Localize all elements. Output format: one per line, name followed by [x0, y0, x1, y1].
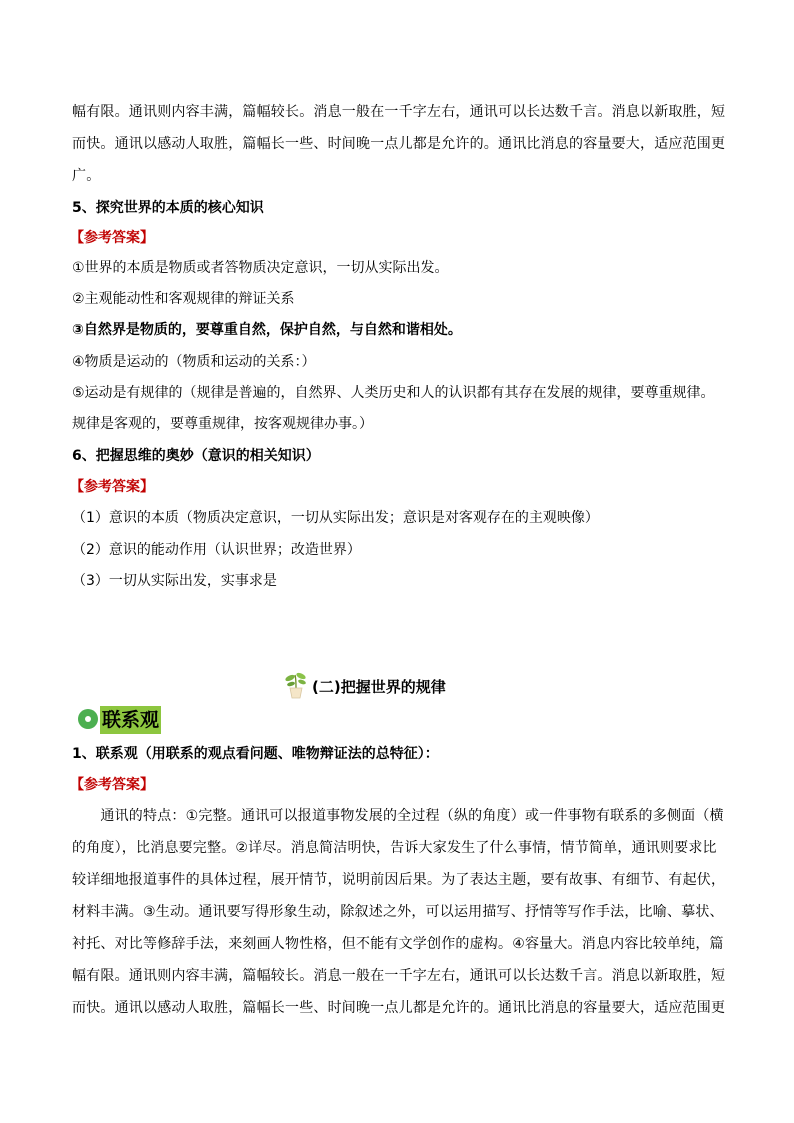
paragraph-line: 广。	[72, 168, 101, 184]
paragraph-line: 衬托、对比等修辞手法，来刻画人物性格，但不能有文学创作的虚构。④容量大。消息内容比较单纯，篇	[72, 936, 724, 952]
paragraph-line: 的角度），比消息要完整。②详尽。消息简洁明快，告诉大家发生了什么事情，情节简单，通讯则要求比	[72, 840, 717, 856]
paragraph-line: 通讯的特点：①完整。通讯可以报道事物发展的全过程（纵的角度）或一件事物有联系的多侧面（横	[72, 808, 724, 824]
answer-item: （2）意识的能动作用（认识世界；改造世界）	[72, 542, 361, 558]
answer-label: 【参考答案】	[70, 230, 154, 246]
answer-item: ⑤运动是有规律的（规律是普遍的，自然界、人类历史和人的认识都有其存在发展的规律，要尊重规律。	[72, 385, 715, 401]
paragraph-line: 幅有限。通讯则内容丰满，篇幅较长。消息一般在一千字左右，通讯可以长达数千言。消息以新取胜，短	[72, 104, 726, 120]
answer-item: ③自然界是物质的，要尊重自然，保护自然，与自然和谐相处。	[72, 322, 462, 338]
answer-item: （3）一切从实际出发，实事求是	[72, 573, 277, 589]
answer-label: 【参考答案】	[70, 777, 154, 793]
answer-item: ④物质是运动的（物质和运动的关系：）	[72, 354, 316, 370]
answer-label: 【参考答案】	[70, 479, 154, 495]
paragraph-line: 幅有限。通讯则内容丰满，篇幅较长。消息一般在一千字左右，通讯可以长达数千言。消息以新取胜，短	[72, 968, 726, 984]
answer-item: （1）意识的本质（物质决定意识，一切从实际出发；意识是对客观存在的主观映像）	[72, 510, 599, 526]
potted-plant-icon	[282, 670, 310, 700]
section-heading: 6、把握思维的奥妙（意识的相关知识）	[72, 448, 320, 464]
paragraph-line: 而快。通讯以感动人取胜，篇幅长一些、时间晚一点儿都是允许的。通讯比消息的容量要大，适应范围更	[72, 1000, 726, 1016]
part-title-row	[0, 670, 794, 700]
paragraph-line: 而快。通讯以感动人取胜，篇幅长一些、时间晚一点儿都是允许的。通讯比消息的容量要大，适应范围更	[72, 136, 726, 152]
bullet-dot-icon	[78, 709, 98, 729]
part-title: (二)把握世界的规律	[312, 678, 446, 696]
section-heading: 5、探究世界的本质的核心知识	[72, 200, 264, 216]
answer-item: 规律是客观的，要尊重规律，按客观规律办事。）	[72, 416, 373, 432]
answer-item: ②主观能动性和客观规律的辩证关系	[72, 291, 295, 307]
answer-item: ①世界的本质是物质或者答物质决定意识，一切从实际出发。	[72, 260, 449, 276]
paragraph-line: 材料丰满。③生动。通讯要写得形象生动，除叙述之外，可以运用描写、抒情等写作手法，比喻、摹状、	[72, 904, 724, 920]
topic-tag-label: 联系观	[100, 706, 161, 734]
paragraph-line: 较详细地报道事件的具体过程，展开情节，说明前因后果。为了表达主题，要有故事、有细节、有起伏，	[72, 872, 726, 888]
section-heading: 1、联系观（用联系的观点看问题、唯物辩证法的总特征）：	[72, 746, 439, 762]
